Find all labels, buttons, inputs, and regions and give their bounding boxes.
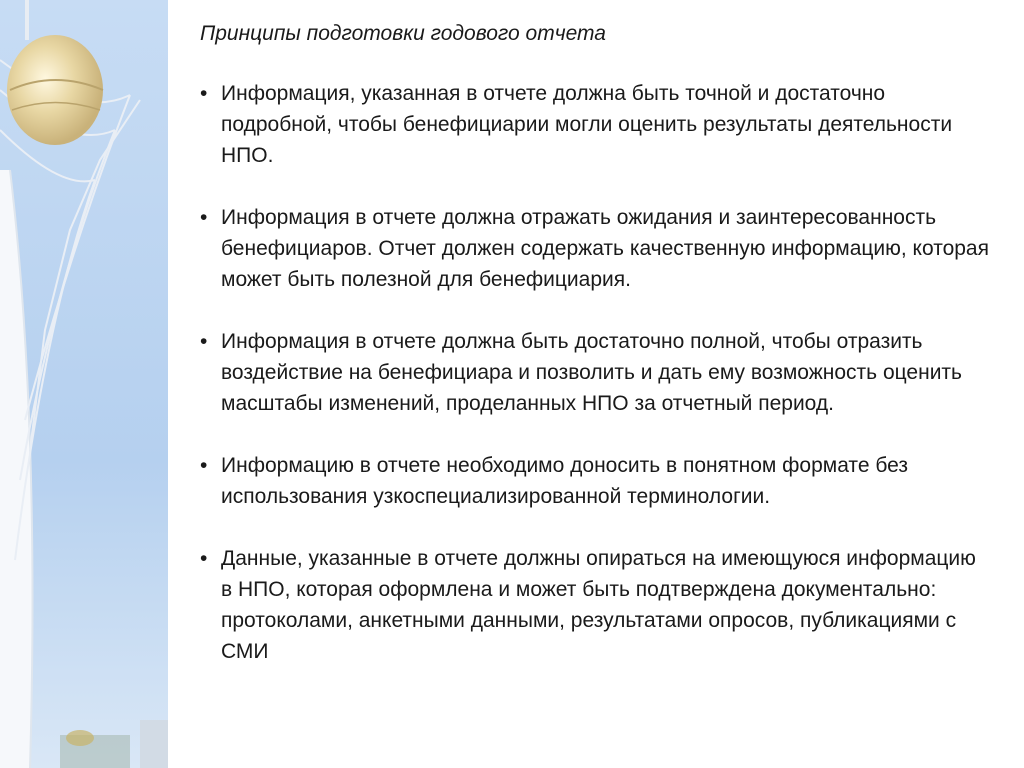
slide-content [200, 18, 990, 698]
bullet-text: Информация, указанная в отчете должна быть точной и достаточно подробной, чтобы бенефициарии могли оценить результаты деятельности НПО. [221, 82, 953, 167]
bullet-item [200, 450, 990, 512]
tower-photo [0, 0, 168, 768]
slide-title: Принципы подготовки годового отчета [200, 22, 606, 45]
bullet-mark: • [200, 330, 208, 353]
bullet-mark: • [200, 206, 208, 229]
bullet-item [200, 326, 990, 419]
bullet-list [200, 78, 990, 667]
bullet-text: Информация в отчете должна быть достаточно полной, чтобы отразить воздействие на бенефициара и позволить и дать ему возможность оценить масштабы изменений, проделанных НПО за отчетный период. [221, 330, 962, 415]
bullet-mark: • [200, 82, 208, 105]
bullet-item [200, 78, 990, 171]
bullet-mark: • [200, 454, 208, 477]
bullet-text: Информацию в отчете необходимо доносить в понятном формате без использования узкоспециализированной терминологии. [221, 454, 908, 508]
bullet-text: Информация в отчете должна отражать ожидания и заинтересованность бенефициаров. Отчет должен содержать качественную информацию, которая может быть полезной для бенефициария. [221, 206, 989, 291]
bullet-mark: • [200, 547, 208, 570]
bullet-item [200, 543, 990, 667]
bullet-text: Данные, указанные в отчете должны опираться на имеющуюся информацию в НПО, которая оформлена и может быть подтверждена документально: протоколами, анкетными данными, результатами опросов, публикациями с СМИ [221, 547, 976, 663]
bullet-item [200, 202, 990, 295]
